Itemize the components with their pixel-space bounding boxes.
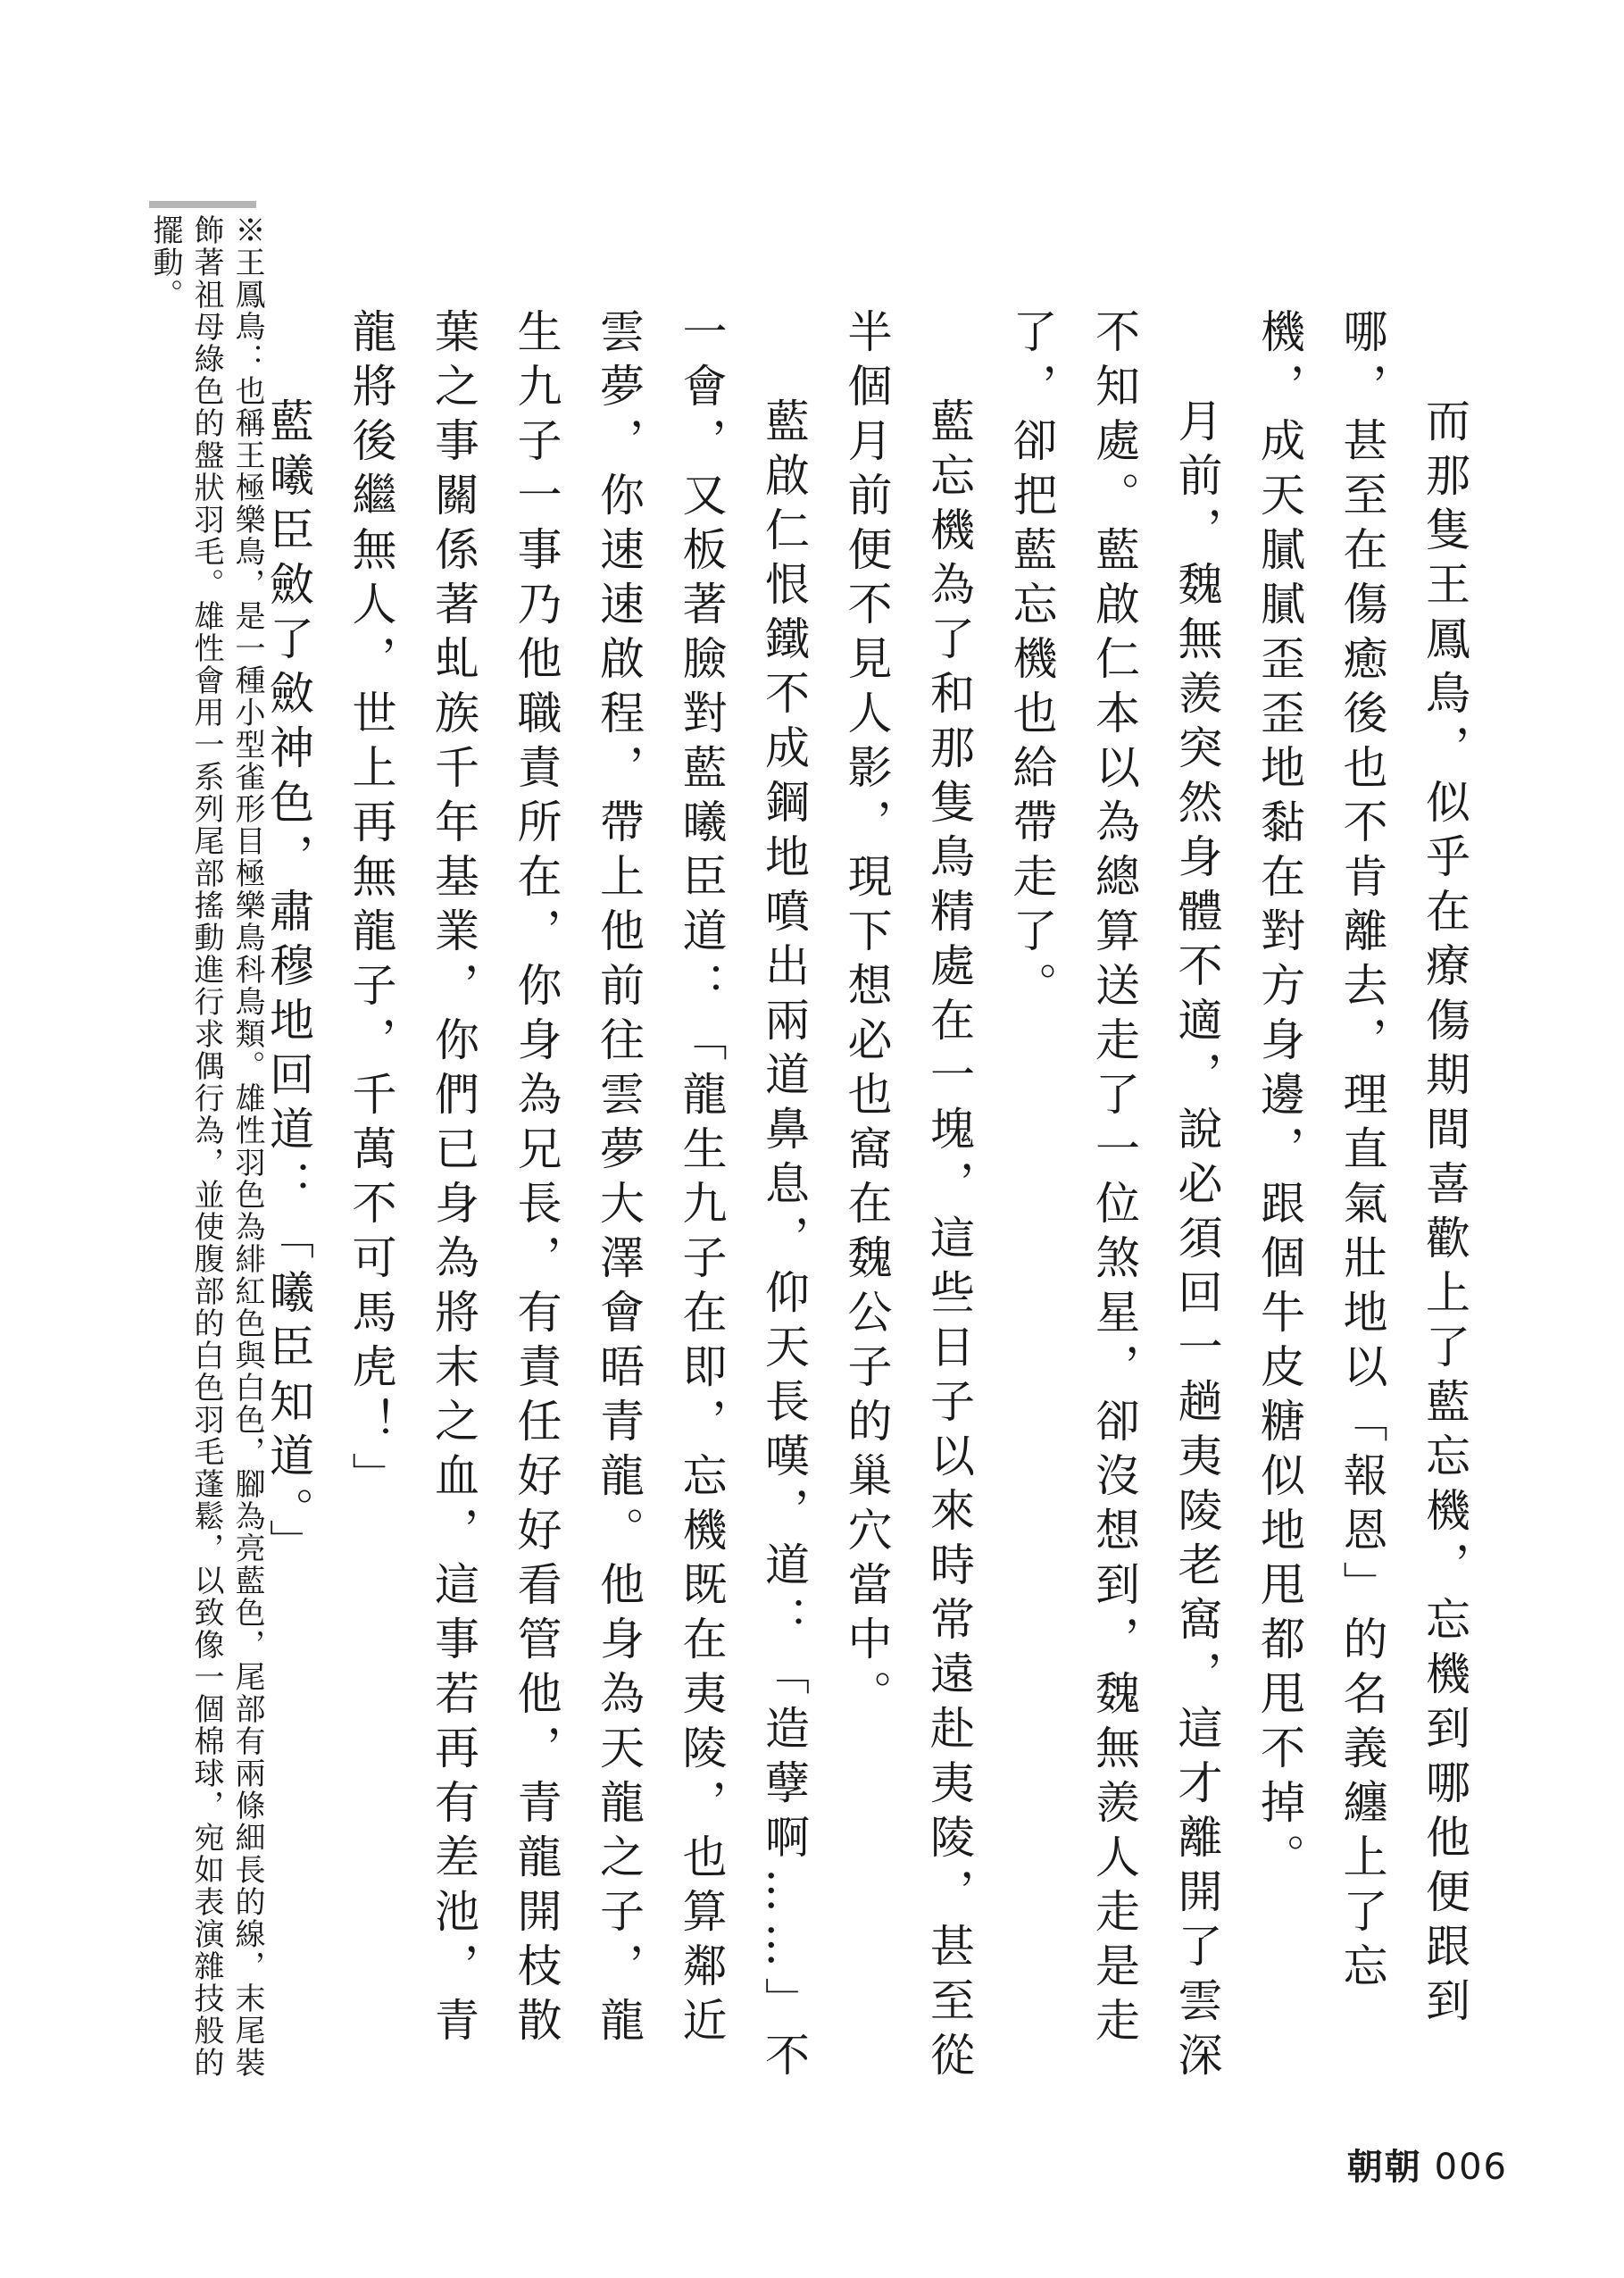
paragraph: 而那隻王鳳鳥，似乎在療傷期間喜歡上了藍忘機，忘機到哪他便跟到哪，甚至在傷癒後也不肯離去，理直氣壯地以「報恩」的名義纏上了忘機，成天膩膩歪歪地黏在對方身邊，跟個牛皮糖似地甩都甩不掉。	[1253, 308, 1470, 2032]
page-footer	[1347, 2139, 1508, 2190]
paragraph: 藍忘機為了和那隻鳥精處在一塊，這些日子以來時常遠赴夷陵，甚至從半個月前便不見人影，現下想必也窩在魏公子的巢穴當中。	[840, 308, 975, 2086]
footnote	[143, 214, 268, 2090]
paragraph: 藍曦臣斂了斂神色，肅穆地回道：「曦臣知道。」	[262, 397, 314, 1573]
paragraph: 月前，魏無羨突然身體不適，說必須回一趟夷陵老窩，這才離開了雲深不知處。藍啟仁本以為總算送走了一位煞星，卻沒想到，魏無羨人走是走了，卻把藍忘機也給帶走了。	[1005, 308, 1223, 2086]
page-number: 006	[1434, 2147, 1508, 2188]
book-title: 朝朝	[1346, 2146, 1422, 2188]
footnote-divider	[149, 201, 256, 208]
paragraph: 藍啟仁恨鐵不成鋼地噴出兩道鼻息，仰天長嘆，道：「造孽啊……」不一會，又板著臉對藍曦臣道：「龍生九子在即，忘機既在夷陵，也算鄰近雲夢，你速速啟程，帶上他前往雲夢大澤會晤青龍。他身為天龍之子，龍生九子一事乃他職責所在，你身為兄長，有責任好好看管他，青龍開枝散葉之事關係著虬族千年基業，你們已身為將末之血，這事若再有差池，青龍將後繼無人，世上再無龍子，千萬不可馬虎！」	[345, 308, 810, 2086]
footnote-text: ※王鳳鳥：也稱王極樂鳥，是一種小型雀形目極樂鳥科鳥類。雄性羽色為緋紅色與白色，腳為亮藍色，尾部有兩條細長的線，末尾裝飾著祖母綠色的盤狀羽毛。雄性會用一系列尾部搖動進行求偶行為，並使腹部的白色羽毛蓬鬆，以致像一個棉球，宛如表演雜技般的擺動。	[147, 214, 265, 2079]
main-text-column-block	[164, 308, 1486, 2094]
